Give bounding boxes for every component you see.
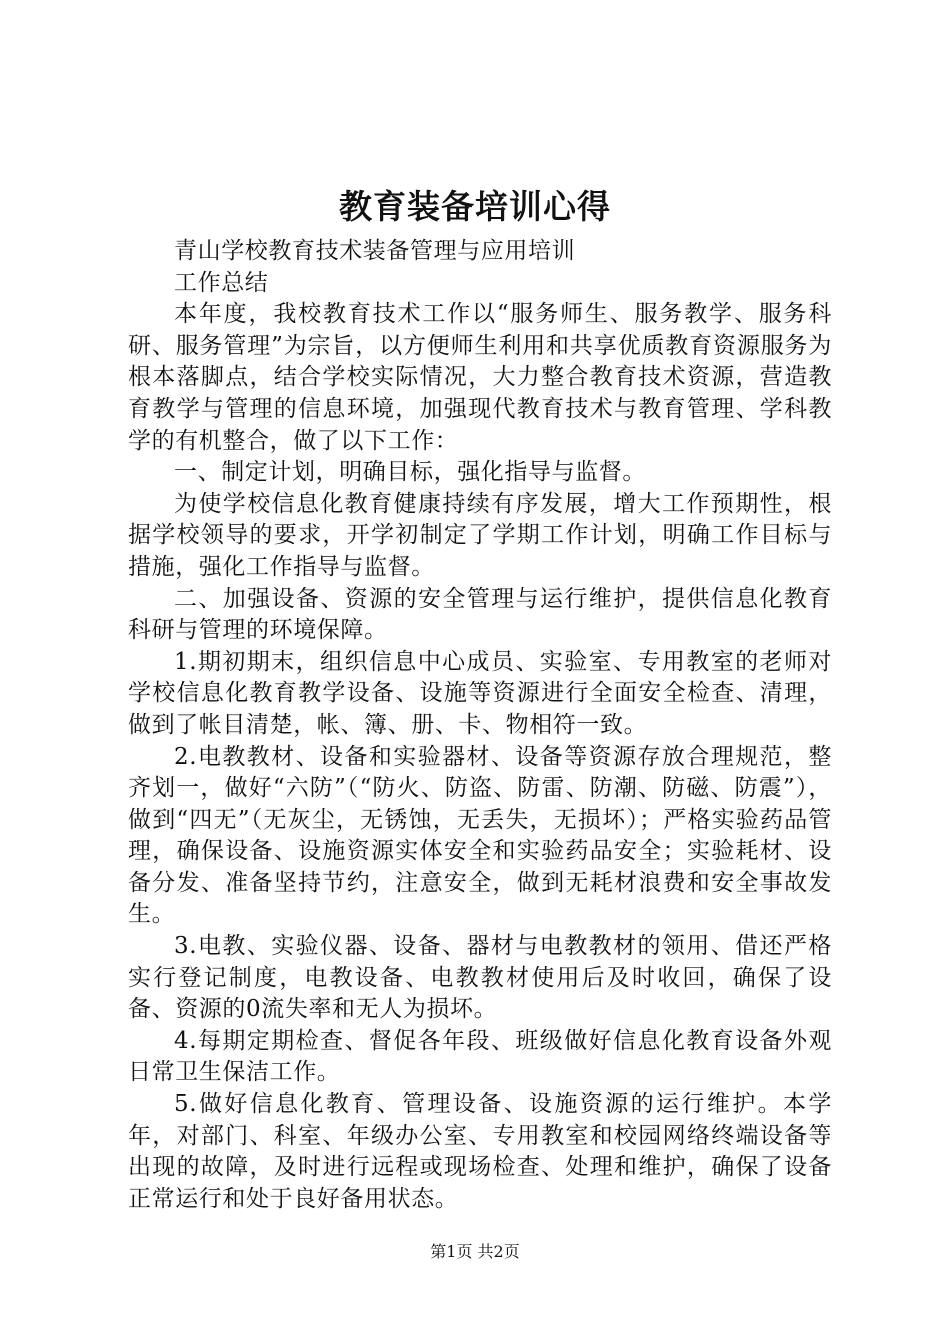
paragraph-item-4: 4.每期定期检查、督促各年段、班级做好信息化教育设备外观日常卫生保洁工作。: [128, 1027, 832, 1086]
paragraph-plan: 为使学校信息化教育健康持续有序发展，增大工作预期性，根据学校领导的要求，开学初制定了学期工作计划，明确工作目标与措施，强化工作指导与监督。: [128, 490, 832, 580]
paragraph-item-1: 1.期初期末，组织信息中心成员、实验室、专用教室的老师对学校信息化教育教学设备、设施等资源进行全面安全检查、清理，做到了帐目清楚，帐、簿、册、卡、物相符一致。: [128, 648, 832, 738]
paragraph-item-3: 3.电教、实验仪器、设备、器材与电教教材的领用、借还严格实行登记制度，电教设备、电教教材使用后及时收回，确保了设备、资源的0流失率和无人为损坏。: [128, 933, 832, 1023]
paragraph-work-summary: 工作总结: [174, 269, 269, 296]
paragraph-item-5: 5.做好信息化教育、管理设备、设施资源的运行维护。本学年，对部门、科室、年级办公室、专用教室和校园网络终端设备等出现的故障，及时进行远程或现场检查、处理和维护，确保了设备正常运行和处于良好备用状态。: [128, 1091, 832, 1212]
paragraph-heading-1: 一、制定计划，明确目标，强化指导与监督。: [174, 459, 646, 486]
document-body: [128, 236, 832, 1215]
document-title: 教育装备培训心得: [339, 187, 611, 226]
paragraph-item-2: 2.电教教材、设备和实验器材、设备等资源存放合理规范，整齐划一，做好“六防”（“防火、防盗、防雷、防潮、防磁、防震”），做到“四无”（无灰尘，无锈蚀，无丢失，无损坏）；严格实验药品管理，确保设备、设施资源实体安全和实验药品安全；实验耗材、设备分发、准备坚持节约，注意安全，做到无耗材浪费和安全事故发生。: [128, 743, 832, 928]
paragraph-intro: 本年度，我校教育技术工作以“服务师生、服务教学、服务科研、服务管理”为宗旨，以方便师生利用和共享优质教育资源服务为根本落脚点，结合学校实际情况，大力整合教育技术资源，营造教育教学与管理的信息环境，加强现代教育技术与教育管理、学科教学的有机整合，做了以下工作：: [128, 301, 832, 454]
page-number: 第1页 共2页: [430, 1242, 520, 1261]
paragraph-school-training: 青山学校教育技术装备管理与应用培训: [174, 238, 576, 264]
paragraph-heading-2: 二、加强设备、资源的安全管理与运行维护，提供信息化教育科研与管理的环境保障。: [128, 585, 832, 644]
